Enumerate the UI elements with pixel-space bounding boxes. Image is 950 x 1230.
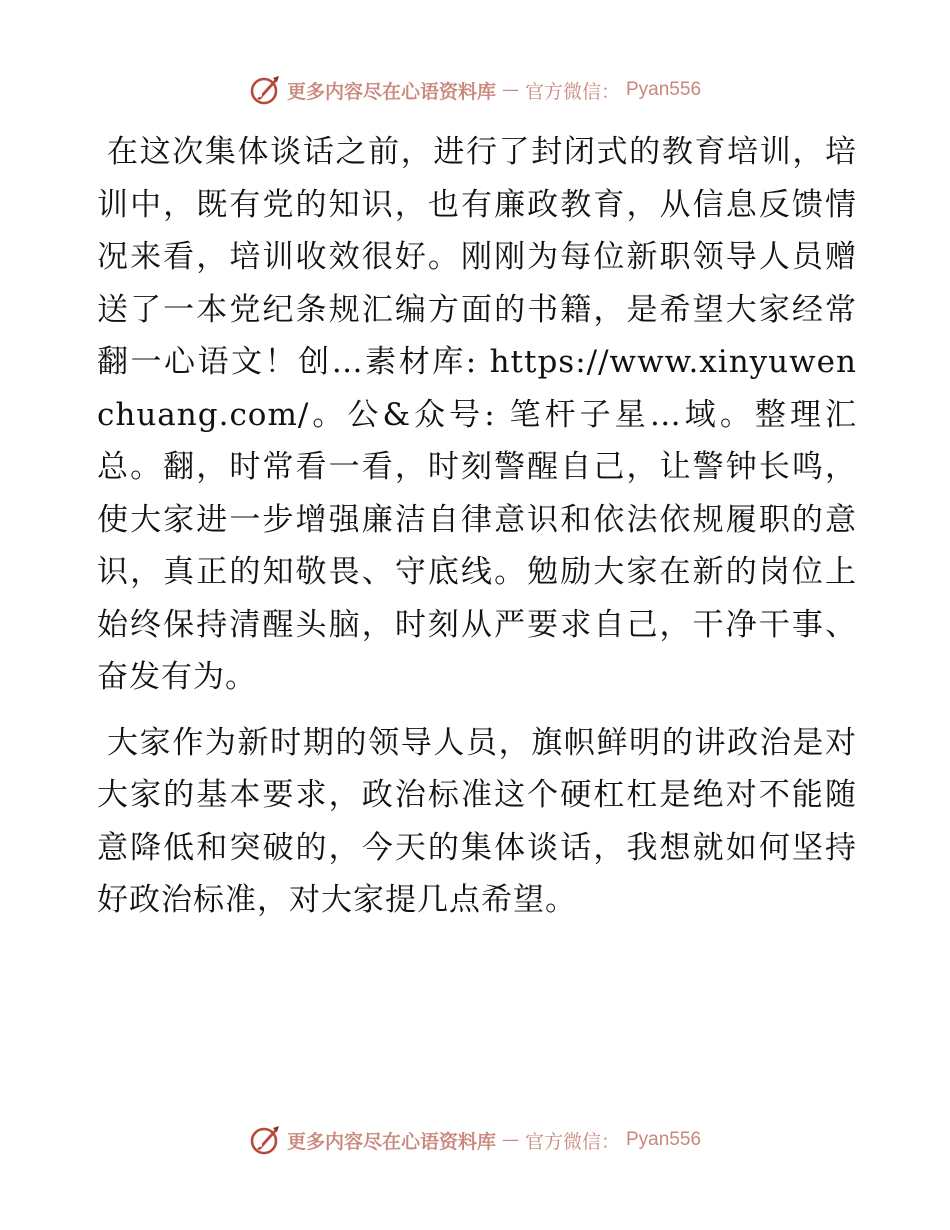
watermark-slogan: 更多内容尽在心语资料库 <box>286 1130 496 1153</box>
watermark-wechat-label: 官方微信： <box>524 80 620 103</box>
watermark-wechat-label: 官方微信： <box>524 1130 620 1153</box>
footer-watermark <box>0 1120 950 1160</box>
paragraph-2: 大家作为新时期的领导人员，旗帜鲜明的讲政治是对大家的基本要求，政治标准这个硬杠杠是绝对不能随意降低和突破的，今天的集体谈话，我想就如何坚持好政治标准，对大家提几点希望。 <box>97 724 857 918</box>
header-watermark <box>0 70 950 110</box>
watermark-wechat-id: Pyan556 <box>626 79 702 100</box>
watermark-wechat-id: Pyan556 <box>626 1129 702 1150</box>
quill-pen-circle-icon <box>249 1124 281 1156</box>
paragraph-1: 在这次集体谈话之前，进行了封闭式的教育培训，培训中，既有党的知识，也有廉政教育，从信息反馈情况来看，培训收效很好。刚刚为每位新职领导人员赠送了一本党纪条规汇编方面的书籍，是希望大家经常翻一心语文！创…素材库: https://www.xinyuwenchuang.com/。公&众号: 笔杆子星…域。整理汇总。翻，时常看一看，时刻警醒自己，让警钟长鸣，使大家进一步增强廉洁自律意识和依法依规履职的意识，真正的知敬畏、守底线。勉励大家在新的岗位上始终保持清醒头脑，时刻从严要求自己，干净干事、奋发有为。 <box>97 134 857 695</box>
document-body <box>97 126 857 927</box>
watermark-separator: — <box>501 80 519 100</box>
watermark-separator: — <box>501 1130 519 1150</box>
watermark-slogan: 更多内容尽在心语资料库 <box>286 80 496 103</box>
quill-pen-circle-icon <box>249 74 281 106</box>
